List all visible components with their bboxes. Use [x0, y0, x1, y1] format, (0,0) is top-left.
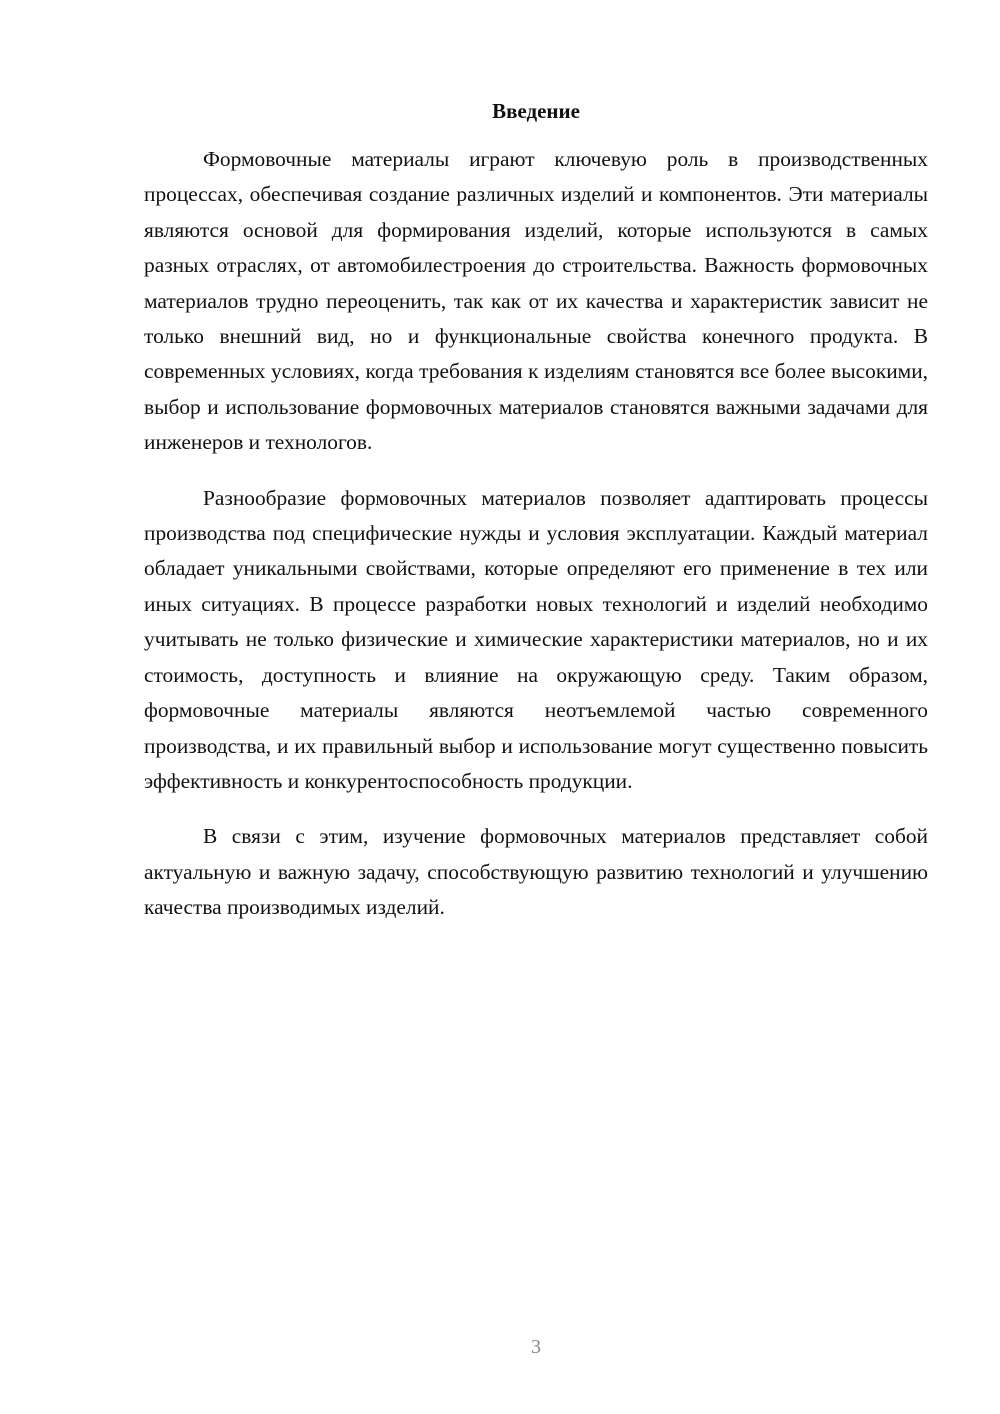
section-heading: Введение	[492, 99, 580, 123]
page-number: 3	[531, 1336, 541, 1358]
paragraph-1: Формовочные материалы играют ключевую роль в производственных процессах, обеспечивая создание различных изделий и компонентов. Эти материалы являются основой для формирования изделий, которые используются в самых разных отраслях, от автомобилестроения до строительства. Важность формовочных материалов трудно переоценить, так как от их качества и характеристик зависит не только внешний вид, но и функциональные свойства конечного продукта. В современных условиях, когда требования к изделиям становятся все более высокими, выбор и использование формовочных материалов становятся важными задачами для инженеров и технологов.	[144, 147, 928, 455]
body-text	[144, 142, 928, 926]
paragraph-3: В связи с этим, изучение формовочных материалов представляет собой актуальную и важную задачу, способствующую развитию технологий и улучшению качества производимых изделий.	[144, 824, 928, 920]
paragraph-2: Разнообразие формовочных материалов позволяет адаптировать процессы производства под специфические нужды и условия эксплуатации. Каждый материал обладает уникальными свойствами, которые определяют его применение в тех или иных ситуациях. В процессе разработки новых технологий и изделий необходимо учитывать не только физические и химические характеристики материалов, но и их стоимость, доступность и влияние на окружающую среду. Таким образом, формовочные материалы являются неотъемлемой частью современного производства, и их правильный выбор и использование могут существенно повысить эффективность и конкурентоспособность продукции.	[144, 485, 928, 793]
